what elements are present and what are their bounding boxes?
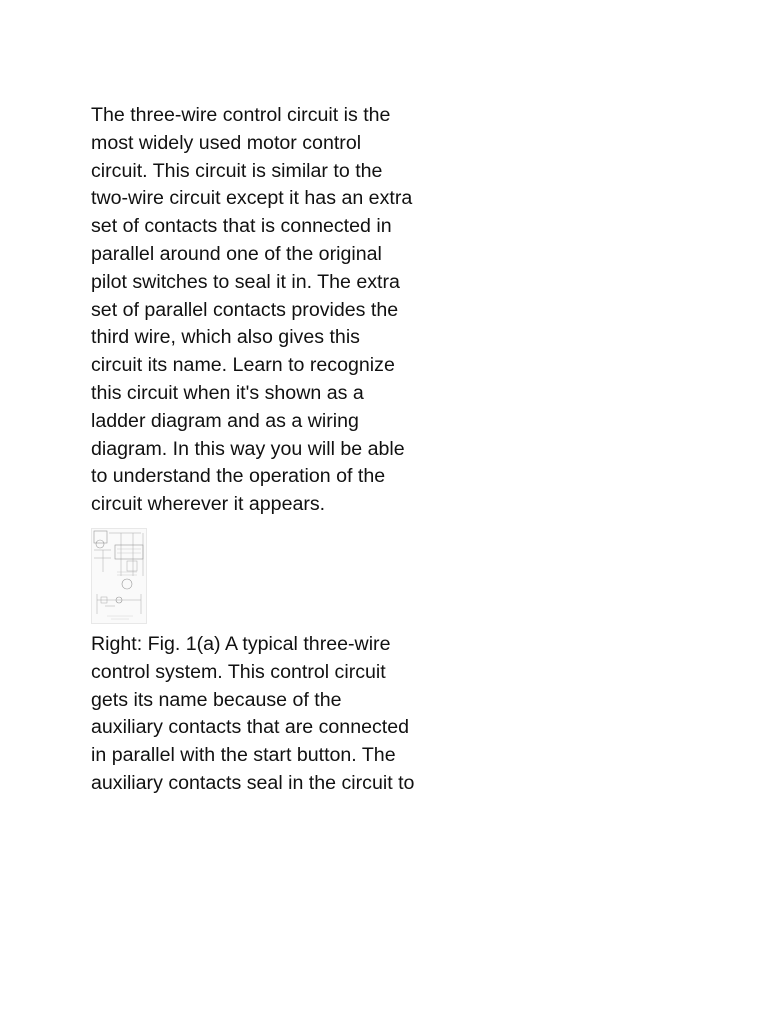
circuit-diagram-thumbnail[interactable] (91, 528, 147, 624)
body-paragraph: The three-wire control circuit is the most widely used motor control circuit. This circuit is similar to the two-wire circuit except it has an extra set of contacts that is connected in parallel around one of the original pilot switches to seal it in. The extra set of parallel contacts provides the third wire, which also gives this circuit its name. Learn to recognize this circuit when it's shown as a ladder diagram and as a wiring diagram. In this way you will be able to understand the operation of the circuit wherever it appears. (91, 104, 413, 516)
article (91, 102, 416, 798)
figure-caption: Right: Fig. 1(a) A typical three-wire control system. This control circuit gets its name because of the auxiliary contacts that are connected in parallel with the start button. The auxiliary contacts seal in the circuit to (91, 632, 415, 794)
